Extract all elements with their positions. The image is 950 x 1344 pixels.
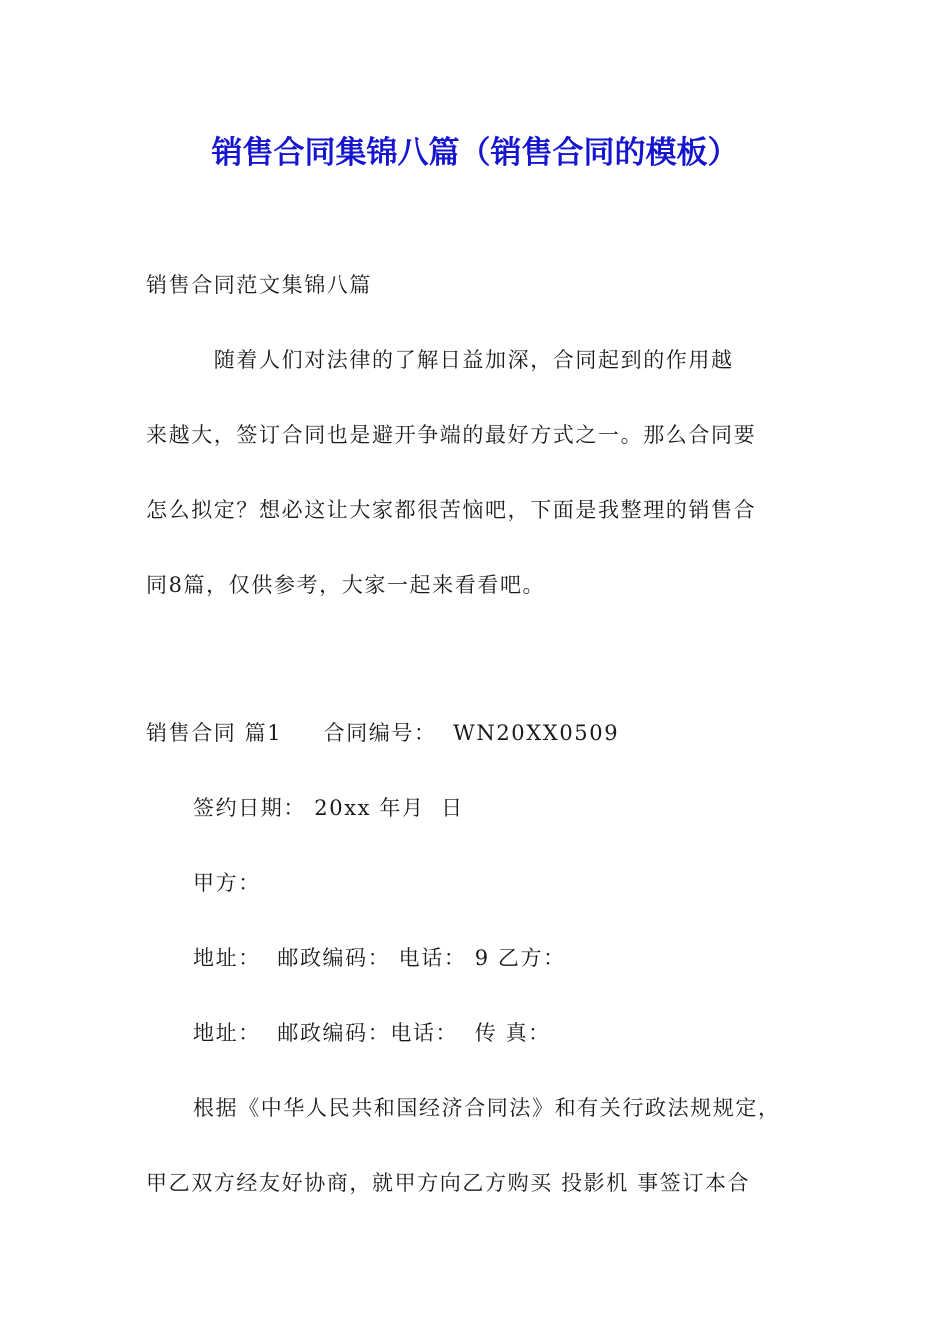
sign-date-line: 签约日期： 20xx 年月 日 xyxy=(193,796,464,820)
address-line: 地址： 邮政编码：电话： 传 真： xyxy=(193,1021,551,1045)
contract-basis-line: 甲乙双方经友好协商，就甲方向乙方购买 投影机 事签订本合 xyxy=(146,1171,751,1195)
contract-header-line: 销售合同 篇1 合同编号： WN20XX0509 xyxy=(146,721,620,745)
document-title: 销售合同集锦八篇（销售合同的模板） xyxy=(211,135,739,171)
intro-paragraph-line: 来越大，签订合同也是避开争端的最好方式之一。那么合同要 xyxy=(146,423,757,447)
contract-basis-line: 根据《中华人民共和国经济合同法》和有关行政法规规定， xyxy=(193,1096,781,1120)
intro-paragraph-line: 怎么拟定？想必这让大家都很苦恼吧，下面是我整理的销售合 xyxy=(146,498,757,522)
document-subtitle: 销售合同范文集锦八篇 xyxy=(146,273,372,297)
intro-paragraph-line: 随着人们对法律的了解日益加深，合同起到的作用越 xyxy=(146,348,734,372)
intro-paragraph-line: 同8篇，仅供参考，大家一起来看看吧。 xyxy=(146,573,546,597)
party-a-line: 甲方： xyxy=(193,871,261,895)
address-line: 地址： 邮政编码： 电话： 9 乙方： xyxy=(193,946,566,970)
